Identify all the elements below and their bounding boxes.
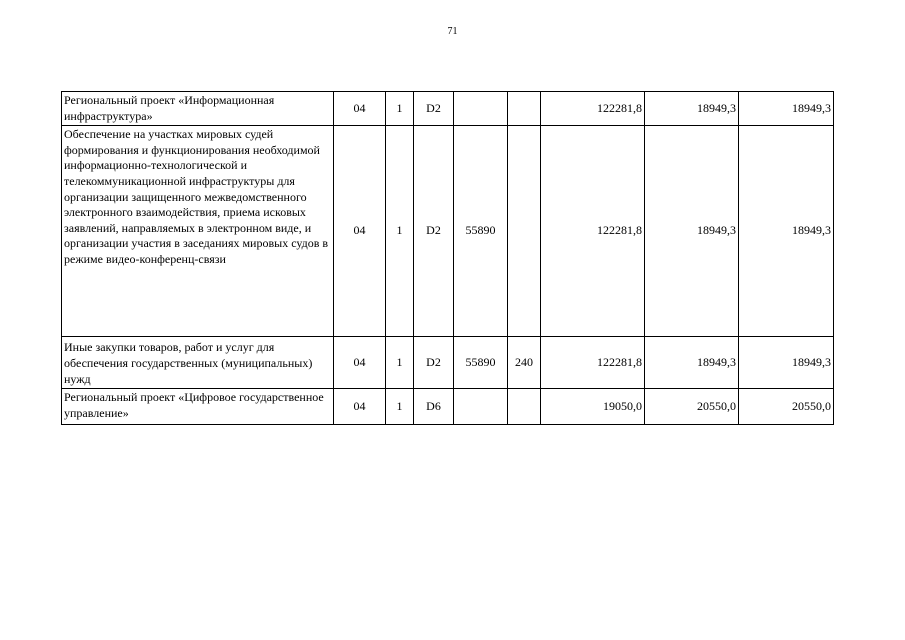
cell-amount-1: 122281,8 [541,337,645,389]
cell-amount-3: 18949,3 [739,337,834,389]
cell-name: Иные закупки товаров, работ и услуг для обеспечения государственных (муниципальных) нужд [62,337,334,389]
cell-amount-2: 18949,3 [645,126,739,337]
table-row [62,126,834,337]
cell-expense-type [508,92,541,126]
cell-section: 04 [334,337,386,389]
cell-section: 04 [334,126,386,337]
cell-name: Региональный проект «Информационная инфраструктура» [62,92,334,126]
cell-amount-2: 18949,3 [645,92,739,126]
cell-amount-3: 18949,3 [739,92,834,126]
budget-table [61,91,834,425]
cell-target-code: D2 [414,92,454,126]
cell-amount-1: 19050,0 [541,389,645,425]
cell-amount-2: 18949,3 [645,337,739,389]
cell-name: Региональный проект «Цифровое государственное управление» [62,389,334,425]
cell-target-code: D6 [414,389,454,425]
cell-amount-1: 122281,8 [541,92,645,126]
cell-subsection: 1 [386,389,414,425]
cell-subsection: 1 [386,92,414,126]
cell-section: 04 [334,389,386,425]
cell-target-code: D2 [414,337,454,389]
cell-section: 04 [334,92,386,126]
cell-subsection: 1 [386,126,414,337]
cell-target-subcode [454,389,508,425]
cell-amount-2: 20550,0 [645,389,739,425]
cell-subsection: 1 [386,337,414,389]
page-number: 71 [447,26,458,37]
cell-expense-type: 240 [508,337,541,389]
cell-target-code: D2 [414,126,454,337]
cell-amount-3: 20550,0 [739,389,834,425]
cell-expense-type [508,126,541,337]
cell-target-subcode [454,92,508,126]
cell-target-subcode: 55890 [454,126,508,337]
table-row [62,389,834,425]
table-row [62,92,834,126]
cell-expense-type [508,389,541,425]
cell-amount-3: 18949,3 [739,126,834,337]
cell-target-subcode: 55890 [454,337,508,389]
cell-name: Обеспечение на участках мировых судей формирования и функционирования необходимой информационно-технологической и телекоммуникационной инфраструктуры для организации защищенного межведомственного электронного взаимодействия, приема исковых заявлений, направляемых в электронном виде, и организации участия в заседаниях мировых судов в режиме видео-конференц-связи [62,126,334,337]
table-row [62,337,834,389]
cell-amount-1: 122281,8 [541,126,645,337]
